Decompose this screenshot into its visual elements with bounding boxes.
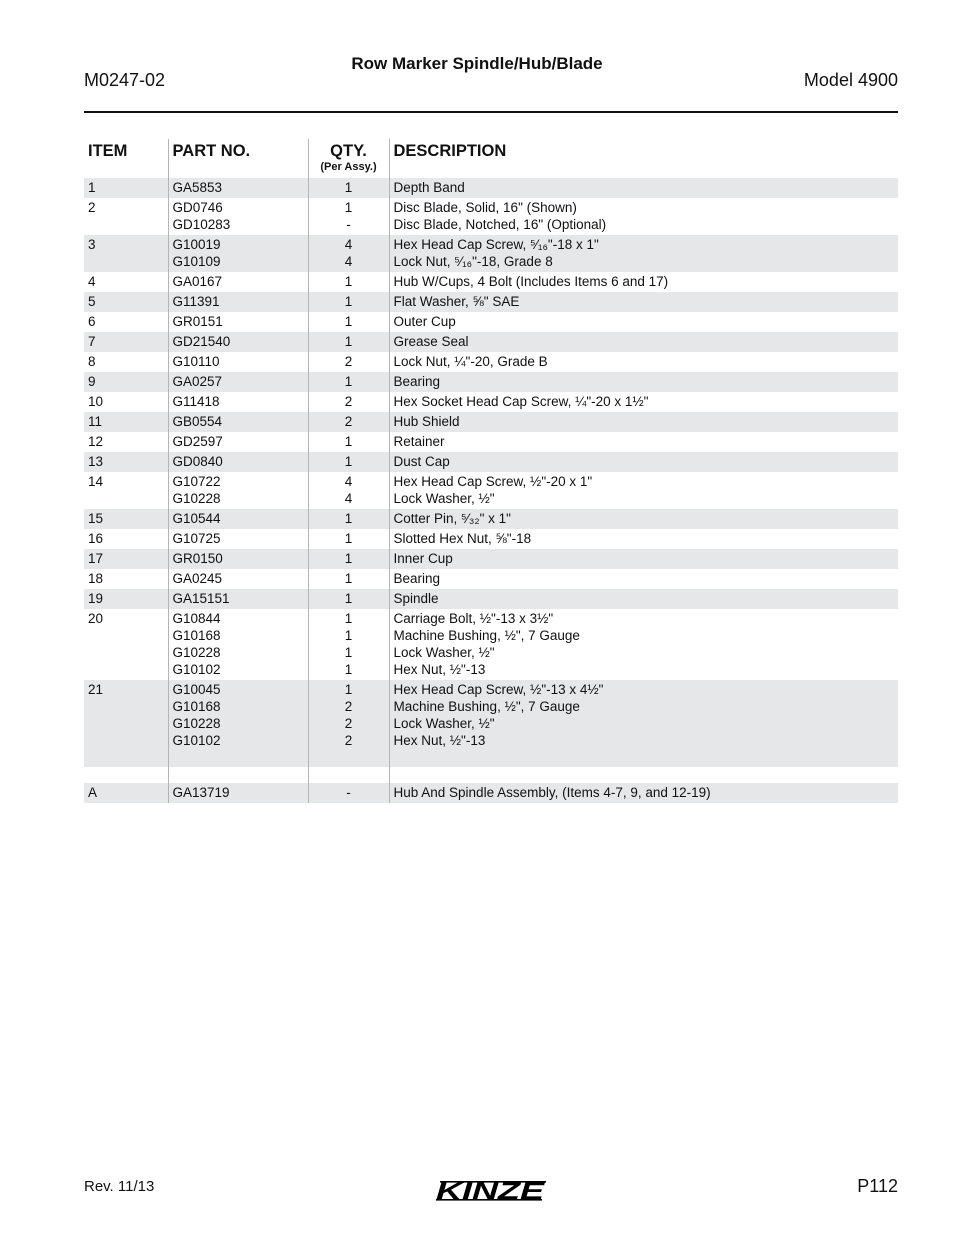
table-row (84, 783, 898, 803)
part-number-line: GA13719 (172, 785, 230, 800)
item-number: 2 (88, 200, 96, 215)
part-number (168, 549, 308, 569)
item-number: 10 (88, 394, 104, 409)
quantity-line: 1 (344, 591, 353, 606)
description (389, 509, 898, 529)
description-line: Inner Cup (393, 551, 453, 566)
part-number (168, 432, 308, 452)
part-number (168, 452, 308, 472)
table-spacer-row (84, 767, 898, 783)
description-line: Hub W/Cups, 4 Bolt (Includes Items 6 and 17) (393, 274, 669, 289)
quantity-line: 2 (344, 354, 353, 369)
description-line: Spindle (393, 591, 439, 606)
quantity-line: 1 (344, 628, 353, 643)
description-line: Lock Washer, ½" (393, 716, 495, 731)
part-number (168, 332, 308, 352)
part-number (168, 392, 308, 412)
description-line: Lock Nut, ¼"-20, Grade B (393, 354, 548, 369)
quantity-line: 2 (344, 733, 353, 748)
part-number-line: G10110 (172, 354, 220, 369)
item-number: 14 (88, 474, 104, 489)
quantity-line: 1 (344, 200, 353, 215)
description-line: Lock Nut, ⁵⁄₁₆"-18, Grade 8 (393, 254, 553, 269)
kinze-logo (430, 1174, 552, 1208)
model-label: Model 4900 (803, 70, 898, 90)
qty-header-subtitle: (Per Assy.) (320, 161, 377, 173)
description-line: Hex Nut, ½"-13 (393, 733, 486, 748)
quantity (308, 680, 389, 751)
description (389, 472, 898, 509)
part-number-line: GA0245 (172, 571, 223, 586)
quantity-line: 1 (344, 531, 353, 546)
item-number: 5 (84, 292, 168, 312)
table-row (84, 178, 898, 198)
part-number (168, 352, 308, 372)
quantity-line: - (346, 217, 351, 232)
description (389, 392, 898, 412)
part-number (168, 235, 308, 272)
table-spacer-row (84, 751, 898, 767)
part-number (168, 509, 308, 529)
description (389, 178, 898, 198)
description (389, 529, 898, 549)
part-number (168, 198, 308, 235)
part-number-line: G10019 (172, 237, 221, 252)
part-number-line: G10102 (172, 733, 221, 748)
quantity-line: 4 (344, 491, 353, 506)
quantity (308, 198, 389, 235)
quantity (308, 312, 389, 332)
part-number (168, 589, 308, 609)
description (389, 352, 898, 372)
description-line: Lock Washer, ½" (393, 645, 495, 660)
part-number-line: G10102 (172, 662, 221, 677)
quantity-line: 2 (344, 394, 353, 409)
description-line: Bearing (393, 374, 441, 389)
quantity-line: 1 (344, 645, 353, 660)
part-number (168, 412, 308, 432)
quantity-line: 1 (344, 611, 353, 626)
table-row (84, 272, 898, 292)
table-row (84, 549, 898, 569)
table-row (84, 332, 898, 352)
column-header-part-no: PART NO. (168, 139, 308, 178)
description (389, 292, 898, 312)
quantity (308, 235, 389, 272)
part-number-line: G10045 (172, 682, 221, 697)
parts-table (84, 139, 898, 803)
item-number: 3 (84, 235, 168, 272)
column-header-description: DESCRIPTION (389, 139, 898, 178)
part-number-line: G10544 (172, 511, 221, 526)
part-number-line: GR0151 (172, 314, 223, 329)
quantity-line: 4 (344, 254, 353, 269)
item-number: 17 (84, 549, 168, 569)
table-row (84, 680, 898, 751)
item-number: 21 (84, 680, 168, 751)
quantity-line: 1 (344, 662, 353, 677)
quantity-line: 1 (344, 180, 353, 195)
column-header-qty (308, 139, 389, 178)
description-line: Hub Shield (393, 414, 460, 429)
item-number: 6 (88, 314, 96, 329)
document-number: M0247-02 (84, 70, 166, 90)
table-row (84, 372, 898, 392)
description-line: Dust Cap (393, 454, 450, 469)
quantity-line: 2 (344, 414, 353, 429)
part-number-line: GD2597 (172, 434, 223, 449)
quantity-line: 1 (344, 551, 353, 566)
item-number: 15 (84, 509, 168, 529)
description (389, 272, 898, 292)
description (389, 372, 898, 392)
part-number (168, 783, 308, 803)
description (389, 609, 898, 680)
table-row (84, 392, 898, 412)
quantity-line: 1 (344, 314, 353, 329)
part-number-line: G10228 (172, 645, 221, 660)
part-number-line: GR0150 (172, 551, 223, 566)
table-row (84, 412, 898, 432)
quantity (308, 352, 389, 372)
part-number-line: G11418 (172, 394, 220, 409)
description-line: Retainer (393, 434, 445, 449)
description (389, 783, 898, 803)
quantity-line: 1 (344, 274, 353, 289)
table-row (84, 352, 898, 372)
part-number (168, 178, 308, 198)
quantity (308, 783, 389, 803)
parts-table-body (84, 178, 898, 803)
description-line: Disc Blade, Notched, 16" (Optional) (393, 217, 607, 232)
description-line: Lock Washer, ½" (393, 491, 495, 506)
part-number-line: G10168 (172, 628, 221, 643)
description-line: Cotter Pin, ⁵⁄₃₂" x 1" (393, 511, 511, 526)
item-number: 13 (84, 452, 168, 472)
description-line: Machine Bushing, ½", 7 Gauge (393, 628, 580, 643)
table-row (84, 432, 898, 452)
table-header-row (84, 139, 898, 178)
part-number-line: GA15151 (172, 591, 230, 606)
table-row (84, 312, 898, 332)
quantity-line: 1 (344, 682, 353, 697)
part-number-line: GA0167 (172, 274, 223, 289)
description-line: Hex Head Cap Screw, ⁵⁄₁₆"-18 x 1" (393, 237, 599, 252)
part-number (168, 312, 308, 332)
quantity (308, 272, 389, 292)
quantity (308, 509, 389, 529)
description-line: Carriage Bolt, ½"-13 x 3½" (393, 611, 554, 626)
part-number (168, 569, 308, 589)
qty-header-label: QTY. (330, 142, 367, 160)
quantity-line: 1 (344, 374, 353, 389)
table-row (84, 529, 898, 549)
quantity (308, 529, 389, 549)
table-row (84, 292, 898, 312)
description-line: Hub And Spindle Assembly, (Items 4-7, 9, and 12-19) (393, 785, 711, 800)
part-number-line: G10722 (172, 474, 221, 489)
quantity (308, 392, 389, 412)
description (389, 452, 898, 472)
item-number: 20 (88, 611, 104, 626)
description-line: Hex Head Cap Screw, ½"-20 x 1" (393, 474, 593, 489)
description-line: Outer Cup (393, 314, 456, 329)
item-number: A (84, 783, 168, 803)
quantity-line: 1 (344, 434, 353, 449)
description (389, 412, 898, 432)
quantity (308, 452, 389, 472)
quantity (308, 589, 389, 609)
description-line: Slotted Hex Nut, ⅝"-18 (393, 531, 532, 546)
description-line: Grease Seal (393, 334, 469, 349)
quantity-line: - (346, 785, 351, 800)
part-number-line: GD10283 (172, 217, 231, 232)
description-line: Hex Head Cap Screw, ½"-13 x 4½" (393, 682, 604, 697)
quantity-line: 1 (344, 511, 353, 526)
description (389, 332, 898, 352)
quantity (308, 569, 389, 589)
part-number-line: GD21540 (172, 334, 231, 349)
description-line: Machine Bushing, ½", 7 Gauge (393, 699, 580, 714)
kinze-logo-text: KINZE (436, 1178, 546, 1205)
table-row (84, 235, 898, 272)
description-line: Flat Washer, ⅝" SAE (393, 294, 520, 309)
quantity (308, 549, 389, 569)
item-number: 16 (88, 531, 104, 546)
quantity (308, 432, 389, 452)
part-number (168, 680, 308, 751)
quantity-line: 1 (344, 571, 353, 586)
quantity-line: 1 (344, 334, 353, 349)
part-number-line: GA0257 (172, 374, 223, 389)
description (389, 432, 898, 452)
item-number: 8 (88, 354, 96, 369)
part-number (168, 272, 308, 292)
page-title: Row Marker Spindle/Hub/Blade (351, 54, 603, 73)
table-row (84, 198, 898, 235)
part-number-line: G10725 (172, 531, 221, 546)
description (389, 549, 898, 569)
quantity-line: 4 (344, 237, 353, 252)
item-number: 12 (88, 434, 104, 449)
table-row (84, 609, 898, 680)
description (389, 589, 898, 609)
item-number: 11 (84, 412, 168, 432)
quantity (308, 332, 389, 352)
table-row (84, 569, 898, 589)
description-line: Disc Blade, Solid, 16" (Shown) (393, 200, 577, 215)
description-line: Depth Band (393, 180, 465, 195)
quantity-line: 1 (344, 454, 353, 469)
part-number-line: GB0554 (172, 414, 223, 429)
part-number (168, 292, 308, 312)
quantity (308, 178, 389, 198)
table-row (84, 452, 898, 472)
item-number: 4 (88, 274, 96, 289)
part-number (168, 372, 308, 392)
description-line: Bearing (393, 571, 441, 586)
part-number-line: G10109 (172, 254, 221, 269)
quantity-line: 1 (344, 294, 353, 309)
quantity (308, 472, 389, 509)
quantity (308, 609, 389, 680)
part-number-line: G11391 (172, 294, 220, 309)
part-number-line: G10228 (172, 716, 221, 731)
part-number-line: GD0840 (172, 454, 223, 469)
table-row (84, 472, 898, 509)
description-line: Hex Socket Head Cap Screw, ¼"-20 x 1½" (393, 394, 649, 409)
table-row (84, 509, 898, 529)
item-number: 7 (84, 332, 168, 352)
part-number-line: GA5853 (172, 180, 223, 195)
quantity-line: 2 (344, 716, 353, 731)
part-number-line: G10228 (172, 491, 221, 506)
table-row (84, 589, 898, 609)
quantity (308, 292, 389, 312)
part-number-line: G10844 (172, 611, 221, 626)
quantity-line: 2 (344, 699, 353, 714)
revision-date: Rev. 11/13 (84, 1178, 155, 1195)
page-number: P112 (857, 1176, 898, 1196)
part-number-line: GD0746 (172, 200, 223, 215)
description-line: Hex Nut, ½"-13 (393, 662, 486, 677)
description (389, 198, 898, 235)
part-number (168, 609, 308, 680)
description (389, 312, 898, 332)
quantity-line: 4 (344, 474, 353, 489)
part-number (168, 472, 308, 509)
description (389, 235, 898, 272)
description (389, 680, 898, 751)
header-divider (84, 111, 898, 113)
item-number: 19 (84, 589, 168, 609)
item-number: 9 (84, 372, 168, 392)
part-number (168, 529, 308, 549)
part-number-line: G10168 (172, 699, 221, 714)
column-header-item: ITEM (88, 142, 128, 160)
description (389, 569, 898, 589)
quantity (308, 372, 389, 392)
quantity (308, 412, 389, 432)
item-number: 1 (84, 178, 168, 198)
item-number: 18 (88, 571, 104, 586)
